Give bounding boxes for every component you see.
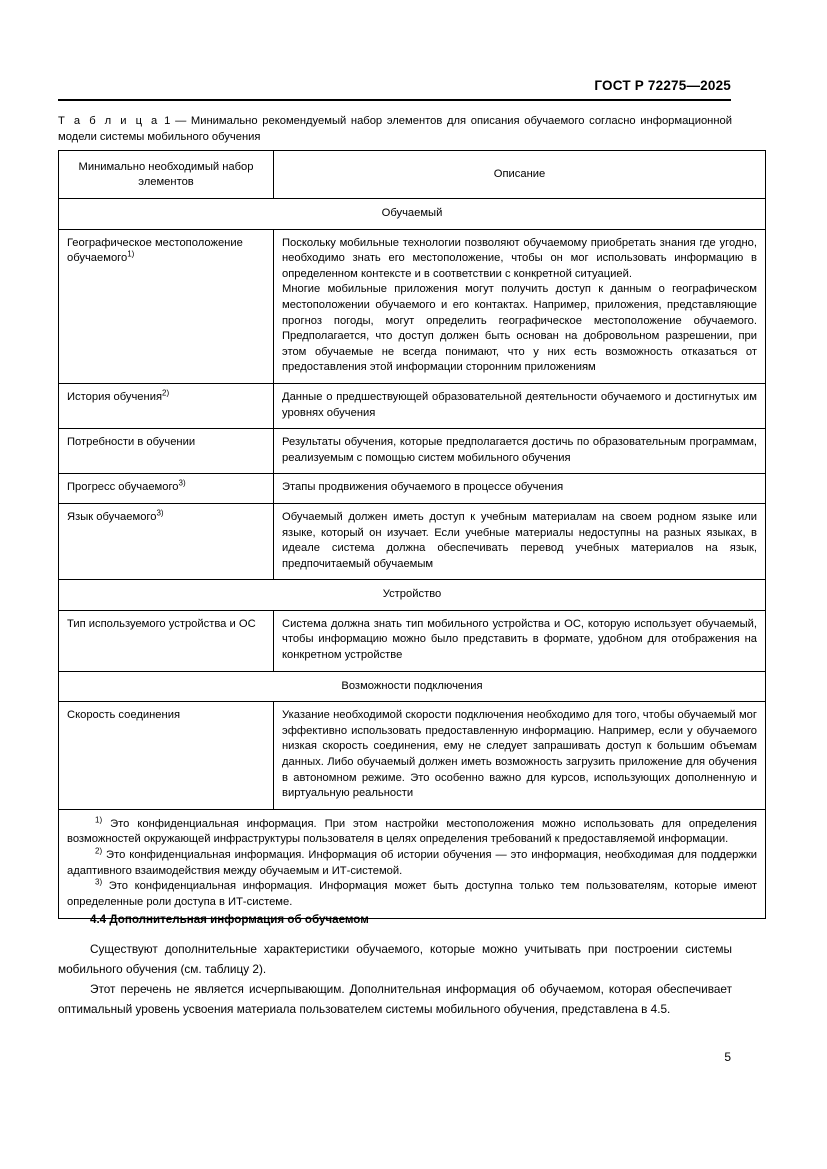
table-row	[59, 429, 766, 474]
table-cell-element: Прогресс обучаемого$^{3)}$	[59, 474, 274, 504]
page-number: 5	[724, 1050, 731, 1064]
table-header-row	[59, 151, 766, 199]
table-header-col1: Минимально необходимый набор элементов	[59, 151, 274, 199]
table-cell-description	[274, 429, 766, 474]
table-footnotes-row	[59, 809, 766, 919]
table-section-title: Устройство	[59, 580, 766, 611]
description-paragraph: Многие мобильные приложения могут получить доступ к данным о географическом местоположении обучаемого и его контактах. Например, приложения, представляющие прогноз погоды, могут определить географическое местоположение обучаемого. Предполагается, что доступ должен быть основан на добровольном разрешении, при этом обучаемые не всегда понимают, что у них есть возможность отказаться от предоставления этой информации сторонним приложениям	[282, 283, 757, 374]
table-header	[59, 151, 766, 199]
footnote: $^{1)}$ Это конфиденциальная информация. При этом настройки местоположения можно использовать для определения возможностей окружающей инфраструктуры пользователя в целях определения требований к предоставляемой информации.	[67, 815, 757, 846]
table-section-title: Обучаемый	[59, 199, 766, 230]
table-section-row	[59, 199, 766, 230]
table-footnotes	[59, 809, 766, 919]
elements-table	[58, 150, 766, 919]
footnote-marker: 3)	[95, 877, 103, 887]
section-body	[58, 940, 732, 1019]
running-head: ГОСТ Р 72275—2025	[594, 78, 731, 93]
table-cell-description	[274, 702, 766, 810]
footnote-marker: 1)	[95, 815, 103, 825]
description-paragraph: Результаты обучения, которые предполагается достичь по образовательным программам, реализуемым с помощью систем мобильного обучения	[282, 436, 757, 464]
table-section-row	[59, 580, 766, 611]
table-cell-description	[274, 229, 766, 383]
table-row	[59, 474, 766, 504]
table-row	[59, 702, 766, 810]
table-cell-description	[274, 383, 766, 428]
description-paragraph: Система должна знать тип мобильного устройства и ОС, которую использует обучаемый, чтобы информацию можно было представить в формате, удобном для отображения на конкретном устройстве	[282, 617, 757, 662]
table-cell-description	[274, 503, 766, 579]
footnote-marker: 3)	[156, 508, 164, 518]
description-paragraph: Поскольку мобильные технологии позволяют обучаемому приобретать знания где угодно, необходимо знать его местоположение, чтобы он мог использовать информацию в определенном контексте и в соответствии с конкретной ситуацией.	[282, 236, 757, 280]
table-caption-label: Т а б л и ц а	[58, 115, 160, 127]
table-cell-description	[274, 474, 766, 504]
table-section-row	[59, 671, 766, 702]
table-cell-element: История обучения$^{2)}$	[59, 383, 274, 428]
table-caption-number: 1	[164, 115, 171, 127]
section-heading-4-4: 4.4 Дополнительная информация об обучаемом	[90, 913, 369, 926]
header-rule	[58, 99, 731, 101]
table-header-col2: Описание	[274, 151, 766, 199]
footnote-marker: 2)	[162, 388, 170, 398]
footnote-marker: 2)	[95, 846, 103, 856]
table-cell-element: Язык обучаемого$^{3)}$	[59, 503, 274, 579]
footnote-marker: 3)	[178, 478, 186, 488]
description-paragraph: Указание необходимой скорости подключения необходимо для того, чтобы обучаемый мог эффективно использовать предоставленную информацию. Например, если у обучаемого низкая скорость соединения, ему не следует запрашивать доступ к большим объемам данных. Либо обучаемый должен иметь возможность загрузить приложение для обучения в автономном режиме. Это особенно важно для курсов, использующих дополненную и виртуальную реальности	[282, 709, 757, 800]
footnote: $^{2)}$ Это конфиденциальная информация. Информация об истории обучения — это информация, необходимая для поддержки адаптивного взаимодействия между обучаемым и ИТ-системой.	[67, 846, 757, 877]
table-cell-element: Тип используемого устройства и ОС	[59, 610, 274, 671]
body-paragraph: Этот перечень не является исчерпывающим. Дополнительная информация об обучаемом, которая обеспечивает оптимальный уровень усвоения материала пользователем системы мобильного обучения, представлена в 4.5.	[58, 982, 732, 1016]
footnote-marker: 1)	[127, 249, 135, 259]
table-section-title: Возможности подключения	[59, 671, 766, 702]
body-paragraph: Существуют дополнительные характеристики обучаемого, которые можно учитывать при построении системы мобильного обучения (см. таблицу 2).	[58, 942, 732, 976]
description-paragraph: Данные о предшествующей образовательной деятельности обучаемого и достигнутых им уровнях обучения	[282, 390, 757, 419]
table-caption-text: — Минимально рекомендуемый набор элементов для описания обучаемого согласно информационной модели системы мобильного обучения	[58, 115, 733, 143]
description-paragraph: Обучаемый должен иметь доступ к учебным материалам на своем родном языке или языке, который он изучает. Если учебные материалы недоступны на разных языках, в идеале система должна обеспечивать перевод учебных материалов на язык, предпочитаемый обучаемым	[282, 510, 757, 570]
table-cell-description	[274, 610, 766, 671]
table-row	[59, 229, 766, 383]
table-row	[59, 383, 766, 428]
footnote: $^{3)}$ Это конфиденциальная информация. Информация может быть доступна только тем пользователям, которые имеют определенные роли доступа в ИТ-системе.	[67, 877, 757, 908]
table-caption	[58, 114, 732, 145]
table-cell-element: Потребности в обучении	[59, 429, 274, 474]
table-cell-element: Скорость соединения	[59, 702, 274, 810]
table-row	[59, 503, 766, 579]
description-paragraph: Этапы продвижения обучаемого в процессе обучения	[282, 481, 564, 494]
table-row	[59, 610, 766, 671]
table-cell-element: Географическое местоположение обучаемого$^{1)}$	[59, 229, 274, 383]
table-body	[59, 199, 766, 919]
